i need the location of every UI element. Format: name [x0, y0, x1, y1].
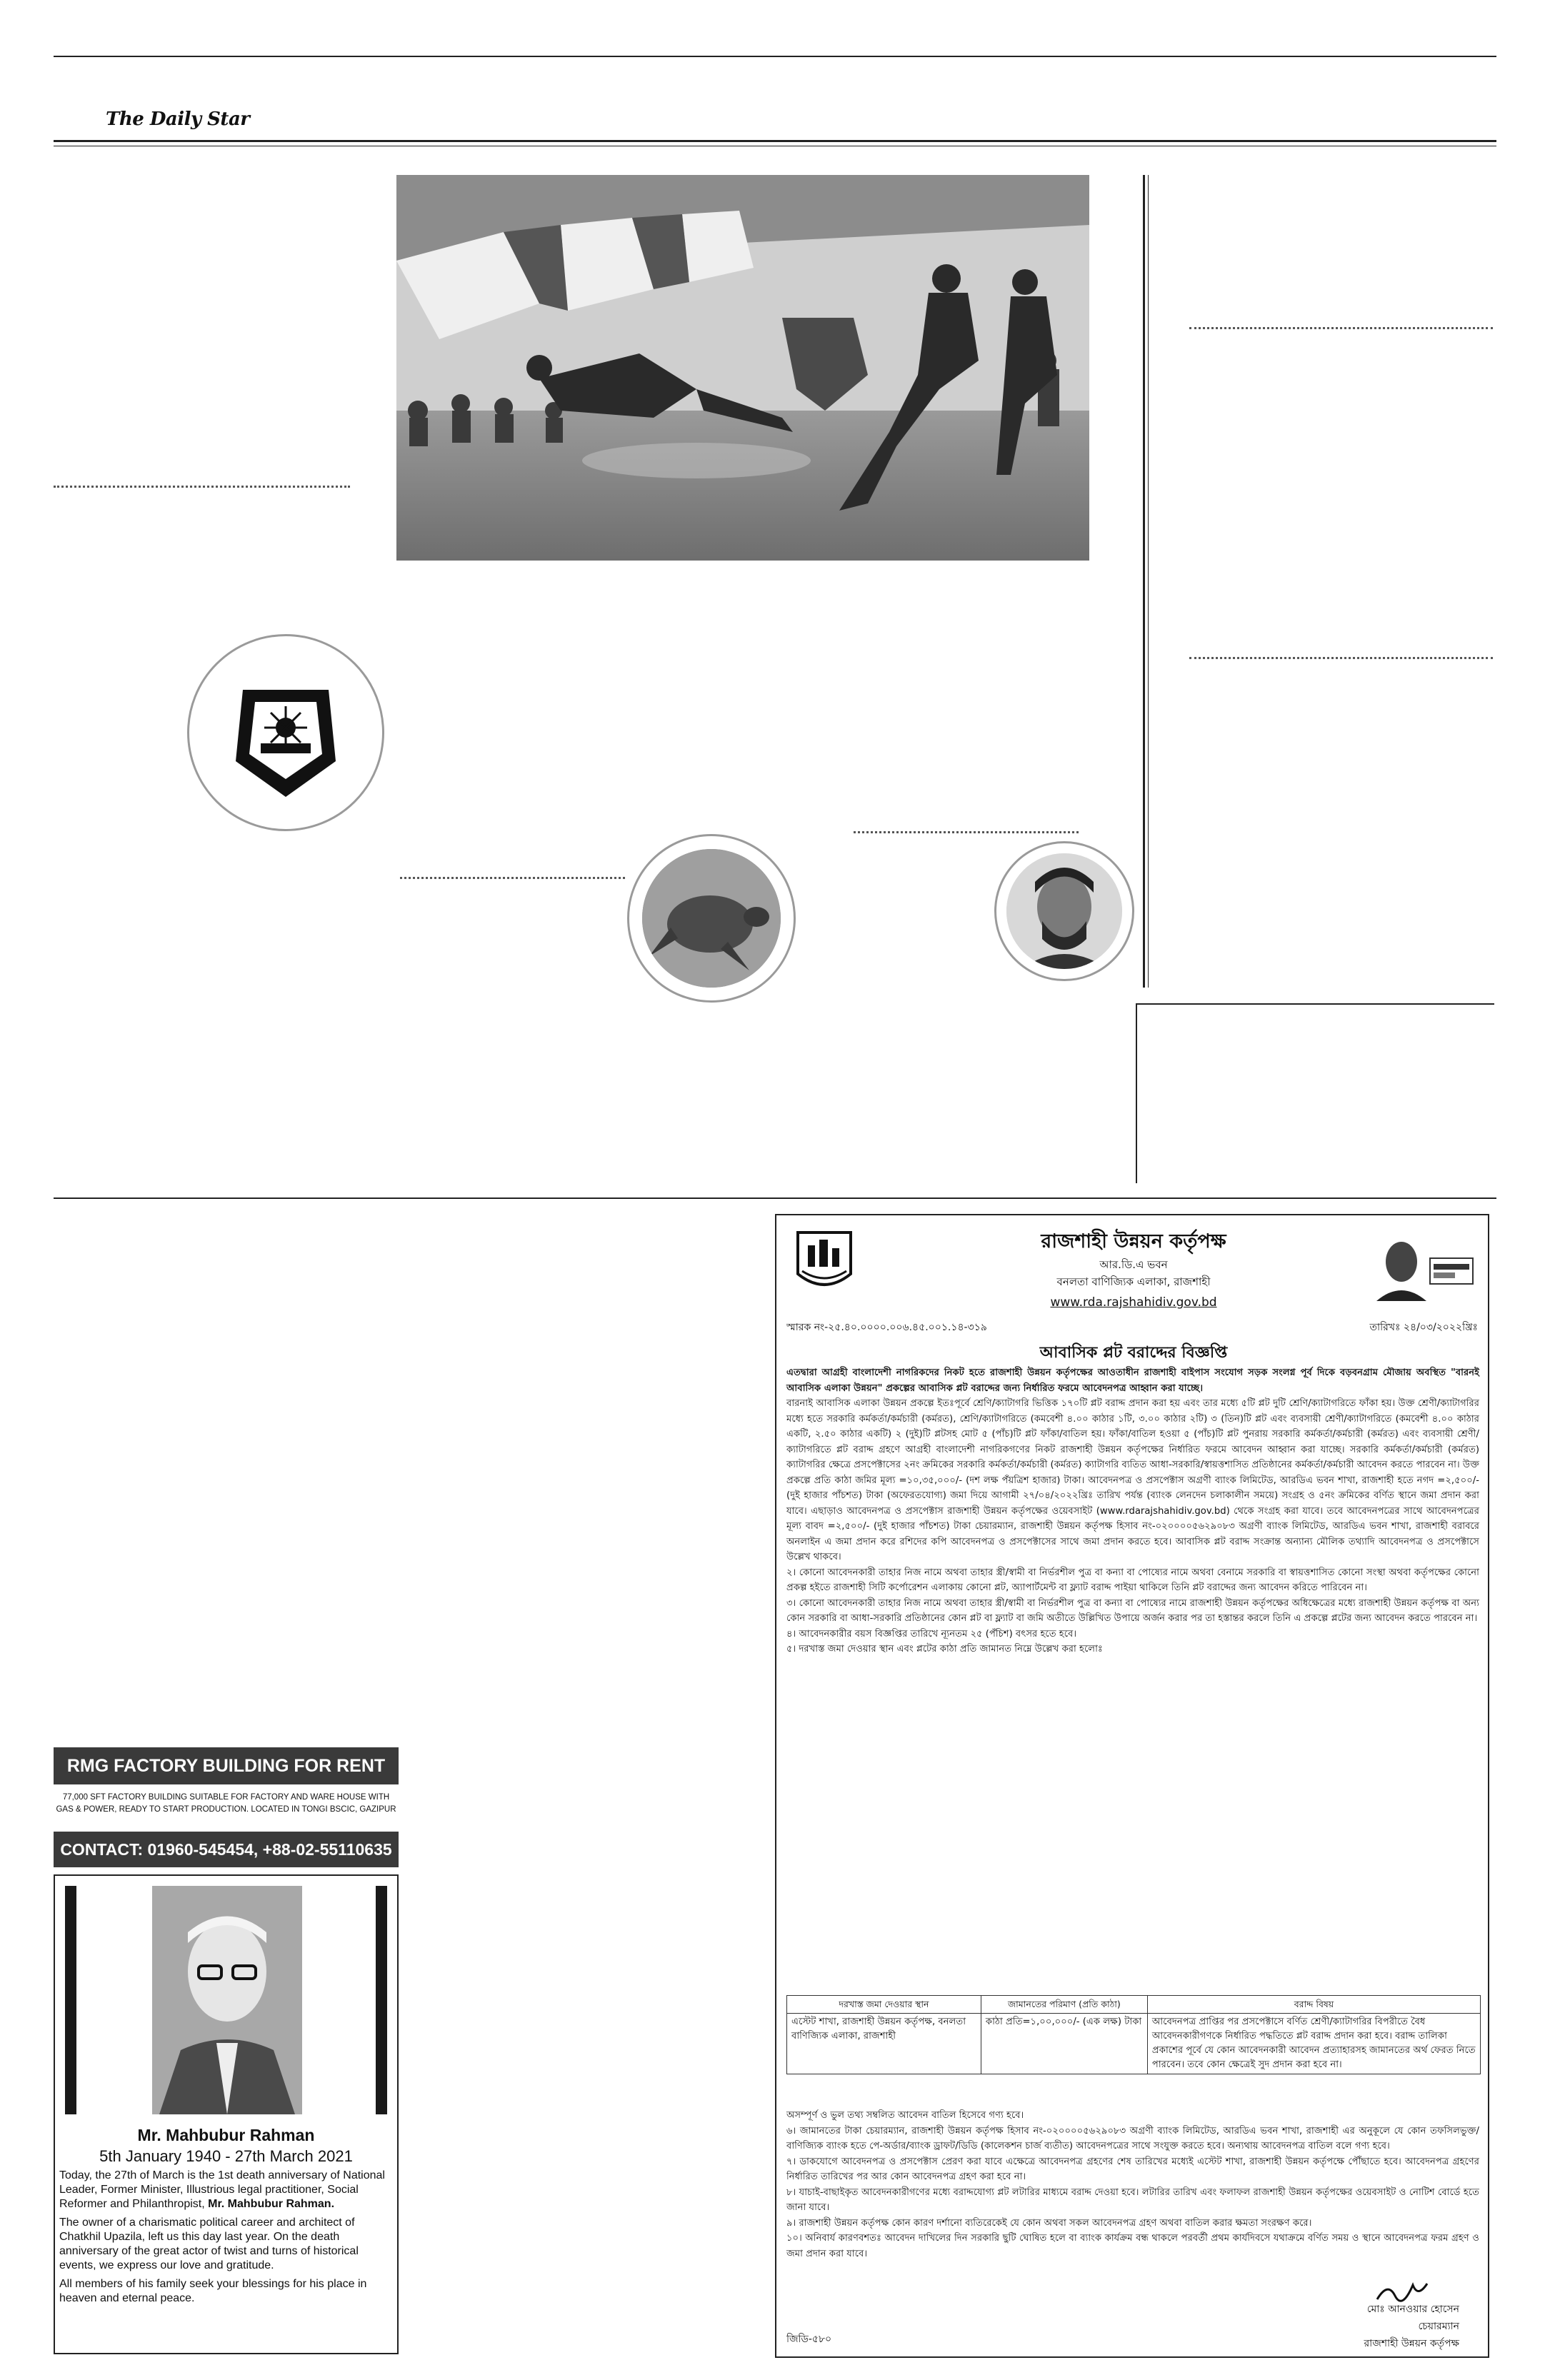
- column-rule-right-2: [1148, 175, 1149, 988]
- signature-icon: [1374, 2278, 1431, 2304]
- obituary-para-3: All members of his family seek your blessings for his place in heaven and eternal peace.: [59, 2278, 367, 2304]
- rda-date: তারিখঃ ২৪/০৩/২০২২খ্রিঃ: [1369, 1322, 1478, 1333]
- rda-gd-number: জিডি-৫৮০: [786, 2334, 832, 2345]
- rda-signatory: মোঃ আনওয়ার হোসেন: [1366, 2304, 1459, 2315]
- obituary-dates: 5th January 1940 - 27th March 2021: [99, 2147, 353, 2165]
- rda-memo-number: স্মারক নং-২৫.৪০.০০০০.০০৬.৪৫.০০১.১৪-৩১৯: [786, 1322, 987, 1333]
- rda-intro: এতদ্বারা আগ্রহী বাংলাদেশী নাগরিকদের নিকট হতে রাজশাহী উন্নয়ন কর্তৃপক্ষের আওতাধীন রাজশাহী বাইপাস সংযোগ সড়ক সংলগ্ন পূর্ব দিকে বড়বনগ্রাম মৌজায় অবস্থিত "বারনই আবাসিক এলাকা উন্নয়ন" প্রকল্পের আবাসিক প্লট বরাদ্দের জন্য নির্ধারিত ফরমে আবেদনপত্র আহ্বান করা যাচ্ছে।: [786, 1367, 1479, 1394]
- kabaddi-photo: [396, 175, 1089, 561]
- table-row: [787, 2014, 1481, 2074]
- rda-signature-block: [1364, 2301, 1459, 2352]
- rda-item-9: ৯। রাজশাহী উন্নয়ন কর্তৃপক্ষ কোন কারণ দর্শানো ব্যতিরেকেই যে কোন অথবা সকল আবেদনপত্র গ্রহণ অথবা বাতিল করার ক্ষমতা সংরক্ষণ করে।: [786, 2217, 1312, 2229]
- header-rule-1: [54, 140, 1496, 142]
- dotted-separator: [854, 831, 1079, 833]
- table-header: জামানতের পরিমাণ (প্রতি কাঠা): [981, 1996, 1147, 2014]
- rda-body-top: [786, 1365, 1479, 1657]
- rda-para-main: বারনাই আবাসিক এলাকা উন্নয়ন প্রকল্পে ইতঃপূর্বে শ্রেণি/ক্যাটাগরি ভিত্তিক ১৭০টি প্লট বরাদ্দ প্রদান করা হয় এবং তার মধ্যে ৫টি প্লট দুটি শ্রেণি/ক্যাটাগরিতে ফাঁকা হয়। উক্ত শ্রেণী/ক্যাটাগরির মধ্যে হতে সরকারি কর্মকর্তা/কর্মচারী (কর্মরত), শ্রেণি/ক্যাটাগরিতে (কমবেশী ৪.০০ কাঠার ১টি, ৩.০০ কাঠার ২টি) ৩ (তিন)টি প্লট এবং ব্যবসায়ী শ্রেণী/ক্যাটাগরিতে (কমবেশী ৪.০০ কাঠার একটি, ২.৫০ কাঠার একটি) ২ (দুই)টি প্লটসহ মোট ৫ (পাঁচ)টি প্লট ফাঁকা/বাতিল হয়। ফাঁকা/বাতিল হওয়া ৫ (পাঁচ)টি প্লট পুনরায় সরকারি কর্মকর্তা/কর্মচারী (কর্মরত) এবং ব্যবসায়ী শ্রেণী/ক্যাটাগরিতে প্লট বরাদ্দ গ্রহণে আগ্রহী বাংলাদেশী নাগরিকগণের নিকট রাজশাহী উন্নয়ন কর্তৃপক্ষের নির্ধারিত ফরমে আবেদন আহ্বান করা যাচ্ছে। সরকারি কর্মকর্তা/কর্মচারী (কর্মরত) ক্যাটাগরির ক্ষেত্রে প্রসপেক্টাসের ২নং ক্রমিকের সরকারি কর্মকর্তা/কর্মচারী (কর্মরত) ক্যাটাগরি ব্যতিত আধা-সরকারি/স্বায়ত্তশাসিত প্রতিষ্ঠানের কর্মকর্তা/কর্মচারী আবেদন করতে পারবেন না। উক্ত প্রকল্পে প্রতি কাঠা জমির মূল্য =১০,৩৫,০০০/- (দশ লক্ষ পঁয়ত্রিশ হাজার) টাকা। আবেদনপত্র ও প্রসপেক্টাস অগ্রণী ব্যাংক লিমিটেড, আরডিএ ভবন শাখা, রাজশাহী হতে নগদ =২,৫০০/- (দুই হাজার পাঁচশত) টাকা (অফেরতযোগ্য) জমা দিয়ে আগামী ২৭/০৪/২০২২খ্রিঃ তারিখ পর্যন্ত (ব্যাংক লেনদেন চলাকালীন সময়ে) সংগ্রহ ও ৫নং ক্রমিকের বর্ণিত স্থানে জমা প্রদান করা যাবে। এছাড়াও আবেদনপত্র ও প্রসপেক্টাস রাজশাহী উন্নয়ন কর্তৃপক্ষের ওয়েবসাইট (www.rdarajshahidiv.gov.bd) থেকে সংগ্রহ করা যাবে। তবে আবেদনপত্রের সাথে আবেদনপত্রের মূল্য বাবদ =২,৫০০/- (দুই হাজার পাঁচশত) টাকা চেয়ারম্যান, রাজশাহী উন্নয়ন কর্তৃপক্ষ হিসাব নং-০২০০০০৫৬২৯০৮৩ অগ্রণী ব্যাংক লিমিটেড, আরডিএ ভবন শাখা, রাজশাহী বরাবরে অনলাইন এ জমা প্রদান করে রশিদের কপি আবেদনপত্র ও প্রসপেক্টাসের সাথে জমা প্রদান করতে হবে। আবাসিক প্লট বরাদ্দ সংক্রান্ত অন্যান্য মৌলিক তথ্যাদি আবেদনপত্র ও প্রসপেক্টাসে উল্লেখ থাকবে।: [786, 1398, 1479, 1562]
- obituary-para-2: The owner of a charismatic political career and architect of Chatkhil Upazila, left us this day last year. On the death anniversary of the great actor of twist and turns of historical events, we express our love and gratitude.: [59, 2216, 359, 2271]
- ad-subtitle: 77,000 SFT FACTORY BUILDING SUITABLE FOR FACTORY AND WARE HOUSE WITH GAS & POWER, READY TO START PRODUCTION. LOCATED IN TONGI BSCIC, GAZIPUR: [56, 1793, 396, 1814]
- rda-item-3: ৩। কোনো আবেদনকারী তাহার নিজ নামে অথবা তাহার স্ত্রী/স্বামী বা নির্ভরশীল পুত্র বা কন্যা বা পোষ্যের নামে রাজশাহী উন্নয়ন কর্তৃপক্ষের অধিক্ষেত্রের মধ্যে রাজশাহী উন্নয়ন কর্তৃপক্ষ বা অন্য কোন সরকারি বা আধা-সরকারি প্রতিষ্ঠানের কোন প্লট বা ফ্ল্যাট বা জমি অতীতে উল্লিখিত উপায়ে অর্জন করার পর তা হস্তান্তর করলে তিনি এ প্রকল্পে প্লটের জন্য আবেদন করতে পারবেন না।: [786, 1597, 1479, 1624]
- university-emblem-circle: [187, 634, 384, 831]
- rda-building: আর.ডি.এ ভবন: [1099, 1258, 1168, 1271]
- table-header: দরখাস্ত জমা দেওয়ার স্থান: [787, 1996, 981, 2014]
- rda-tender-notice: [775, 1214, 1489, 2358]
- table-cell: আবেদনপত্র প্রাপ্তির পর প্রসপেক্টাসে বর্ণিত শ্রেণী/ক্যাটাগরির বিপরীতে বৈধ আবেদনকারীগণকে নির্ধারিত পদ্ধতিতে প্লট বরাদ্দ প্রদান করা হবে। বরাদ্দ তালিকা প্রকাশের পূর্বে যে কোন আবেদনকারী আবেদন প্রত্যাহারসহ জামানতের অর্থ ফেরত নিতে পারবেন। তবে কোন ক্ষেত্রেই সুদ প্রদান করা হবে না।: [1147, 2014, 1480, 2074]
- right-column-box: [1136, 1003, 1494, 1183]
- turtle-photo: [642, 849, 781, 988]
- rda-item-10: ১০। অনিবার্য কারণবশতঃ আবেদন দাখিলের দিন সরকারি ছুটি ঘোষিত হলে বা ব্যাংক কার্যক্রম বন্ধ থাকলে পরবর্তী প্রথম কার্যদিবসে যথাক্রমে বর্ণিত সময় ও স্থানে আবেদনপত্র ফরম গ্রহণ ও জমা প্রদান করা যাবে।: [786, 2233, 1479, 2259]
- portrait-photo: [1006, 853, 1122, 969]
- rda-deposit-table: [786, 1995, 1481, 2074]
- rda-title: রাজশাহী উন্নয়ন কর্তৃপক্ষ: [1041, 1230, 1226, 1252]
- rda-item-8: ৮। যাচাই-বাছাইকৃত আবেদনকারীগণের মধ্যে বরাদ্দযোগ্য প্লট লটারির মাধ্যমে বরাদ্দ দেওয়া হবে। লটারির তারিখ এবং ফলাফল রাজশাহী উন্নয়ন কর্তৃপক্ষের ওয়েবসাইট ও নোটিশ বোর্ডে হতে জানা যাবে।: [786, 2186, 1479, 2213]
- rda-designation: চেয়ারম্যান: [1418, 2321, 1459, 2332]
- top-rule: [54, 56, 1496, 57]
- rda-item-6: ৬। জামানতের টাকা চেয়ারম্যান, রাজশাহী উন্নয়ন কর্তৃপক্ষ হিসাব নং-০২০০০০৫৬২৯০৮৩ অগ্রণী ব্যাংক লিমিটেড, আরডিএ ভবন শাখা, রাজশাহী এর অনুকূলে যে কোন তফসিলভুক্ত/বাণিজ্যিক ব্যাংক হতে পে-অর্ডার/ব্যাংক ড্রাফট/ডিডি (কালেকশন চার্জ ব্যতীত) আবেদনপত্রের সাথে সংযুক্ত করতে হবে। অন্যথায় আবেদনপত্র বাতিল বলে গণ্য হবে।: [786, 2125, 1479, 2151]
- portrait-circle: [994, 841, 1134, 981]
- rda-incomplete-note: অসম্পূর্ণ ও ভুল তথ্য সম্বলিত আবেদন বাতিল হিসেবে গণ্য হবে।: [786, 2110, 1024, 2121]
- mourning-band-left: [65, 1886, 76, 2114]
- table-cell: কাঠা প্রতি=১,০০,০০০/- (এক লক্ষ) টাকা: [981, 2014, 1147, 2074]
- dotted-separator: [400, 877, 625, 879]
- rda-website-link[interactable]: www.rda.rajshahidiv.gov.bd: [1050, 1295, 1217, 1310]
- table-cell: এস্টেট শাখা, রাজশাহী উন্নয়ন কর্তৃপক্ষ, বনলতা বাণিজ্যিক এলাকা, রাজশাহী: [787, 2014, 981, 2074]
- obituary-name-bold: Mr. Mahbubur Rahman.: [208, 2198, 335, 2210]
- rda-address: বনলতা বাণিজ্যিক এলাকা, রাজশাহী: [1056, 1275, 1211, 1288]
- ad-contact: CONTACT: 01960-545454, +88-02-55110635: [54, 1832, 399, 1867]
- rmg-classified-ad: [54, 1747, 399, 1869]
- obituary-notice: [54, 1874, 399, 2354]
- university-emblem-icon: [189, 636, 382, 829]
- rda-item-5: ৫। দরখাস্ত জমা দেওয়ার স্থান এবং প্লটের কাঠা প্রতি জামানত নিম্নে উল্লেখ করা হলোঃ: [786, 1644, 1103, 1655]
- table-header: বরাদ্দ বিষয়: [1147, 1996, 1480, 2014]
- mourning-band-right: [376, 1886, 387, 2114]
- rda-org: রাজশাহী উন্নয়ন কর্তৃপক্ষ: [1364, 2338, 1459, 2349]
- rda-item-4: ৪। আবেদনকারীর বয়স বিজ্ঞপ্তির তারিখে ন্যূনতম ২৫ (পঁচিশ) বৎসর হতে হবে।: [786, 1628, 1077, 1640]
- obituary-photo: [152, 1886, 302, 2114]
- rda-item-7: ৭। ডাকযোগে আবেদনপত্র ও প্রসপেক্টাস প্রেরণ করা যাবে এক্ষেত্রে আবেদনপত্র গ্রহণের শেষ তারিখের মধ্যেই এস্টেট শাখা, রাজশাহী উন্নয়ন কর্তৃপক্ষে পৌঁছাতে হবে। আবেদনপত্র গ্রহণের নির্ধারিত তারিখের পর আর কোন আবেদনপত্র গ্রহণ করা হবে না।: [786, 2156, 1479, 2182]
- ad-title: RMG FACTORY BUILDING FOR RENT: [54, 1747, 399, 1784]
- dotted-separator: [1189, 657, 1493, 659]
- rda-body-bottom: [786, 2108, 1479, 2261]
- turtle-circle: [627, 834, 796, 1003]
- rda-notice-heading: আবাসিক প্লট বরাদ্দের বিজ্ঞপ্তি: [1039, 1344, 1228, 1362]
- dotted-separator: [1189, 327, 1493, 329]
- column-rule-right-1: [1143, 175, 1145, 988]
- masthead-logo: The Daily Star: [106, 109, 250, 130]
- obituary-text: [59, 2169, 394, 2310]
- dotted-separator: [54, 486, 350, 488]
- rda-item-2: ২। কোনো আবেদনকারী তাহার নিজ নামে অথবা তাহার স্ত্রী/স্বামী বা নির্ভরশীল পুত্র বা কন্যা বা পোষ্যের নামে অথবা বেনামে সরকারি বা স্বায়ত্তশাসিত কোনো সংস্থা অথবা কর্তৃপক্ষের কোনো প্রকল্প হইতে রাজশাহী সিটি কর্পোরেশন এলাকায় কোনো প্লট, অ্যাপার্টমেন্ট বা ফ্ল্যাট বরাদ্দ পাইয়া থাকিলে তিনি প্লট বরাদ্দের জন্য আবেদন করিতে পারিবেন না।: [786, 1567, 1479, 1593]
- section-rule: [54, 1197, 1496, 1199]
- obituary-name: Mr. Mahbubur Rahman: [137, 2126, 315, 2144]
- obituary-para-1: Today, the 27th of March is the 1st death anniversary of National Leader, Former Minister, Illustrious legal practitioner, Social Reformer and Philanthropist,: [59, 2169, 385, 2210]
